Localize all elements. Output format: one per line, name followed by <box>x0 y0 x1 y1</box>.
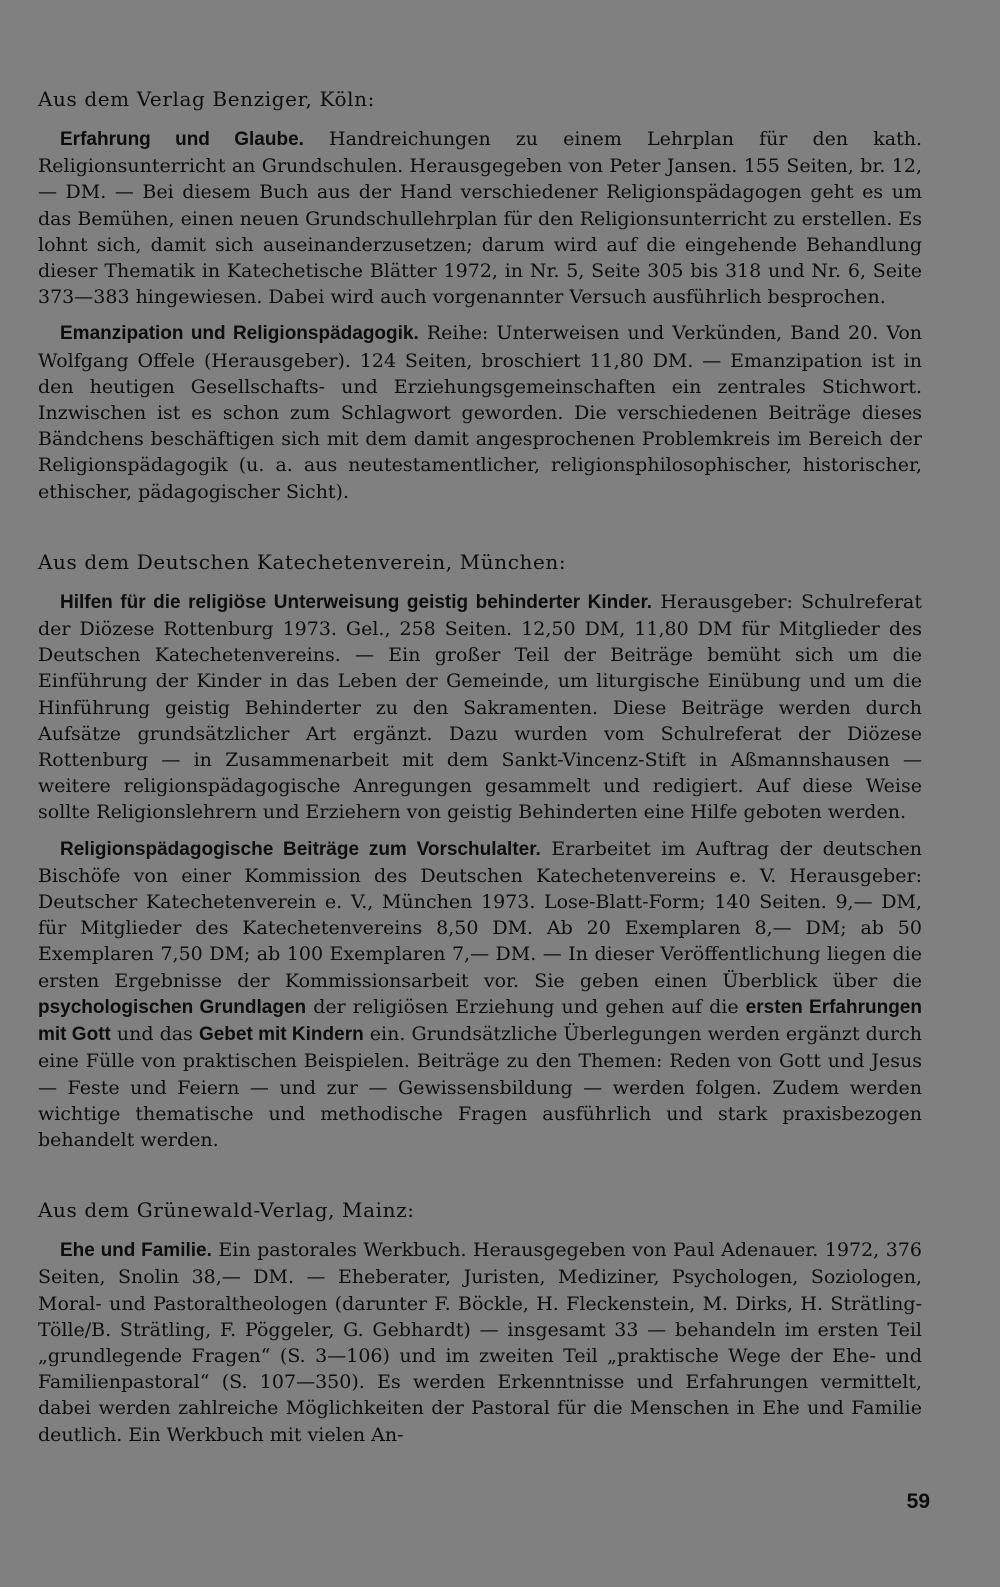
book-entry <box>38 836 922 1153</box>
section-heading: Aus dem Verlag Benziger, Köln: <box>38 87 375 111</box>
book-description-part: der religiösen Erziehung und gehen auf die <box>306 995 746 1018</box>
book-description-part: Erarbeitet im Auftrag der deutschen Bischöfe von einer Kommission des Deutschen Katechetenvereins e. V. Herausgeber: Deutscher Katechetenverein e. V., München 1973. Lose-Blatt-Form; 140 Seiten. 9,— DM, für Mitglieder des Katechetenvereins 8,50 DM. Ab 20 Exemplaren 8,— DM; ab 50 Exemplaren 7,50 DM; ab 100 Exemplaren 7,— DM. — In dieser Veröffentlichung liegen die ersten Ergebnisse der Kommissionsarbeit vor. Sie geben einen Überblick über die <box>38 837 923 992</box>
page-number: 59 <box>906 1490 930 1513</box>
emphasis: psychologischen Grundlagen <box>38 996 307 1018</box>
book-description-part: ein. Grundsätzliche Überlegungen werden ergänzt durch eine Fülle von praktischen Beispielen. Beiträge zu den Themen: Reden von Gott und Jesus — Feste und Feiern — und zur — Gewissensbildung — werden folgen. Zudem werden wichtige thematische und methodische Fragen ausführlich und stark praxisbezogen behandelt werden. <box>38 1023 923 1151</box>
section-heading: Aus dem Grünewald-Verlag, Mainz: <box>38 1198 415 1223</box>
book-description: Herausgeber: Schulreferat der Diözese Rottenburg 1973. Gel., 258 Seiten. 12,50 DM, 11,80 DM für Mitglieder des Deutschen Katechetenvereins. — Ein großer Teil der Beiträge bemüht sich um die Einführung der Kinder in das Leben der Gemeinde, um liturgische Einübung und um die Hinführung geistig Behinderter zu den Sakramenten. Diese Beiträge werden durch Aufsätze grundsätzlicher Art ergänzt. Dazu wurden vom Schulreferat der Diözese Rottenburg — in Zusammenarbeit mit dem Sankt-Vincenz-Stift in Aßmannshausen — weitere religionspädagogische Anregungen gesammelt und redigiert. Auf diese Weise sollte Religionslehrern und Erziehern von geistig Behinderten eine Hilfe geboten werden. <box>38 590 922 824</box>
book-description: Reihe: Unterweisen und Verkünden, Band 20. Von Wolfgang Offele (Herausgeber). 124 Seiten, broschiert 11,80 DM. — Emanzipation ist in den heutigen Gesellschafts- und Erziehungsgemeinschaften ein zentrales Stichwort. Inzwischen ist es schon zum Schlagwort geworden. Die verschiedenen Beiträge dieses Bändchens beschäftigen sich mit dem damit angesprochenen Problemkreis im Bereich der Religionspädagogik (u. a. aus neutestamentlicher, religionsphilosophischer, historischer, ethischer, pädagogischer Sicht). <box>38 322 923 503</box>
section-benziger <box>38 86 922 505</box>
book-title: Religionspädagogische Beiträge zum Vorschulalter. <box>60 838 541 860</box>
book-description: Handreichungen zu einem Lehrplan für den kath. Religionsunterricht an Grundschulen. Herausgegeben von Peter Jansen. 155 Seiten, br. 12,— DM. — Bei diesem Buch aus der Hand verschiedener Religionspädagogen geht es um das Bemühen, einen neuen Grundschullehrplan für den Religionsunterricht zu erstellen. Es lohnt sich, damit sich auseinanderzusetzen; darum wird auf die eingehende Behandlung dieser Thematik in Katechetische Blätter 1972, in Nr. 5, Seite 305 bis 318 und Nr. 6, Seite 373—383 hingewiesen. Dabei wird auch vorgenannter Versuch ausführlich besprochen. <box>38 128 922 309</box>
book-entry <box>38 1237 922 1448</box>
book-description: Ein pastorales Werkbuch. Herausgegeben von Paul Adenauer. 1972, 376 Seiten, Snolin 38,— DM. — Eheberater, Juristen, Mediziner, Psychologen, Soziologen, Moral- und Pastoraltheologen (darunter F. Böckle, H. Fleckenstein, M. Dirks, H. Strätling-Tölle/B. Strätling, F. Pöggeler, G. Gebhardt) — insgesamt 33 — behandeln im ersten Teil „grundlegende Fragen“ (S. 3—106) und im zweiten Teil „praktische Wege der Ehe- und Familienpastoral“ (S. 107—350). Es werden Erkenntnisse und Erfahrungen vermittelt, dabei werden zahlreiche Möglichkeiten der Pastoral für die Menschen in Ehe und Familie deutlich. Ein Werkbuch mit vielen An- <box>38 1239 922 1446</box>
book-entry <box>38 589 922 826</box>
section-heading: Aus dem Deutschen Katechetenverein, München: <box>38 549 567 574</box>
emphasis: ersten Erfahrungen mit Gott <box>38 996 922 1046</box>
emphasis: Gebet mit Kindern <box>198 1024 364 1046</box>
document-page <box>38 86 922 1492</box>
book-entry <box>38 320 922 504</box>
book-title: Hilfen für die religiöse Unterweisung geistig behinderter Kinder. <box>60 591 653 613</box>
book-description-part: und das <box>110 1023 199 1046</box>
book-title: Emanzipation und Religionspädagogik. <box>60 323 419 345</box>
section-katechetenverein <box>38 549 922 1153</box>
section-gruenewald <box>38 1197 922 1448</box>
book-entry <box>38 126 922 310</box>
book-title: Ehe und Familie. <box>60 1240 212 1262</box>
book-title: Erfahrung und Glaube. <box>60 129 304 150</box>
